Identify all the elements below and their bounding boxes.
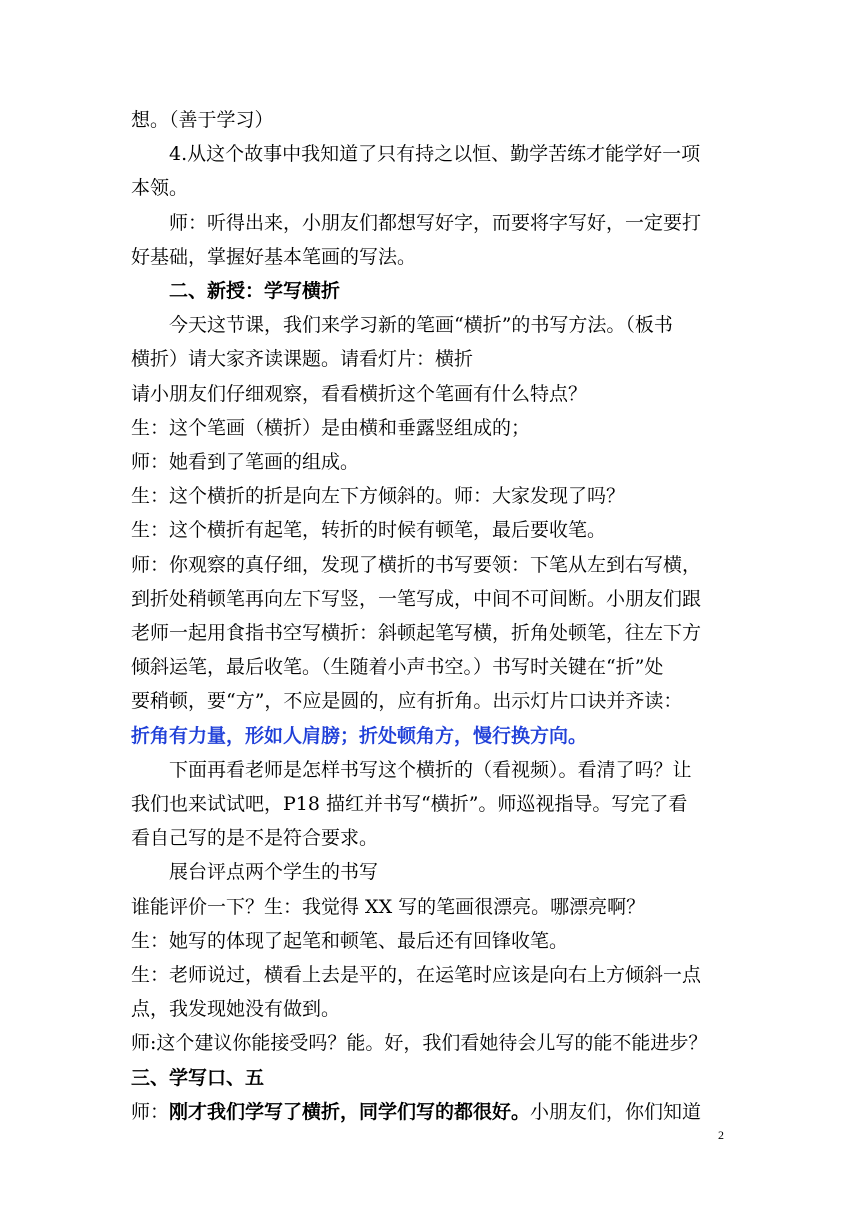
paragraph-line: 好基础，掌握好基本笔画的写法。 xyxy=(131,245,417,268)
paragraph-line: 生：这个横折的折是向左下方倾斜的。师：大家发现了吗？ xyxy=(131,485,626,508)
paragraph-line: 师：她看到了笔画的组成。 xyxy=(131,451,360,474)
paragraph-line: 本领。 xyxy=(131,177,189,200)
speaker-label: 师： xyxy=(131,1100,170,1123)
paragraph-line: 要稍顿，要“方”，不应是圆的，应有折角。出示灯片口诀并齐读： xyxy=(131,690,683,713)
paragraph-text: 小朋友们，你们知道 xyxy=(530,1100,702,1123)
paragraph-line: 生：这个笔画（横折）是由横和垂露竖组成的； xyxy=(131,416,531,439)
paragraph-line: 展台评点两个学生的书写 xyxy=(169,861,379,884)
paragraph-line: 师：听得出来，小朋友们都想写好字，而要将字写好，一定要打 xyxy=(169,211,702,234)
paragraph-line: 谁能评价一下？生：我觉得 XX 写的笔画很漂亮。哪漂亮啊？ xyxy=(131,895,646,918)
paragraph-line: 点，我发现她没有做到。 xyxy=(131,998,341,1021)
paragraph-line: 4.从这个故事中我知道了只有持之以恒、勤学苦练才能学好一项 xyxy=(169,143,701,166)
paragraph-line: 倾斜运笔，最后收笔。（生随着小声书空。）书写时关键在“折”处 xyxy=(131,656,664,679)
paragraph-line: 生：这个横折有起笔，转折的时候有顿笔，最后要收笔。 xyxy=(131,519,607,542)
paragraph-line: 下面再看老师是怎样书写这个横折的（看视频）。看清了吗？让 xyxy=(169,758,692,781)
body-text xyxy=(131,103,731,1129)
paragraph-line: 到折处稍顿笔再向左下写竖，一笔写成，中间不可间断。小朋友们跟 xyxy=(131,587,702,610)
paragraph-line: 师:这个建议你能接受吗？能。好，我们看她待会儿写的能不能进步？ xyxy=(131,1032,708,1055)
page-number: 2 xyxy=(718,1128,724,1142)
mnemonic-line: 折角有力量，形如人肩膀；折处顿角方，慢行换方向。 xyxy=(131,724,588,747)
section-heading: 三、学写口、五 xyxy=(131,1066,265,1089)
paragraph-line: 看自己写的是不是符合要求。 xyxy=(131,827,379,850)
paragraph-line: 横折）请大家齐读课题。请看灯片：横折 xyxy=(131,348,474,371)
paragraph-line: 请小朋友们仔细观察，看看横折这个笔画有什么特点？ xyxy=(131,382,588,405)
paragraph-line: 生：老师说过，横看上去是平的，在运笔时应该是向右上方倾斜一点 xyxy=(131,964,702,987)
emphasized-text: 刚才我们学写了横折，同学们写的都很好。 xyxy=(169,1100,531,1123)
section-heading: 二、新授：学写横折 xyxy=(169,280,341,303)
paragraph-line: 想。（善于学习） xyxy=(131,109,274,131)
paragraph-line: 老师一起用食指书空写横折：斜顿起笔写横，折角处顿笔，往左下方 xyxy=(131,622,702,645)
paragraph-line: 师：你观察的真仔细，发现了横折的书写要领：下笔从左到右写横， xyxy=(131,553,702,576)
paragraph-line: 生：她写的体现了起笔和顿笔、最后还有回锋收笔。 xyxy=(131,929,569,952)
paragraph-line: 我们也来试试吧，P18 描红并书写“横折”。师巡视指导。写完了看 xyxy=(131,793,688,816)
paragraph-line: 今天这节课，我们来学习新的笔画“横折”的书写方法。（板书 xyxy=(169,314,673,337)
paragraph-line xyxy=(131,1095,731,1129)
